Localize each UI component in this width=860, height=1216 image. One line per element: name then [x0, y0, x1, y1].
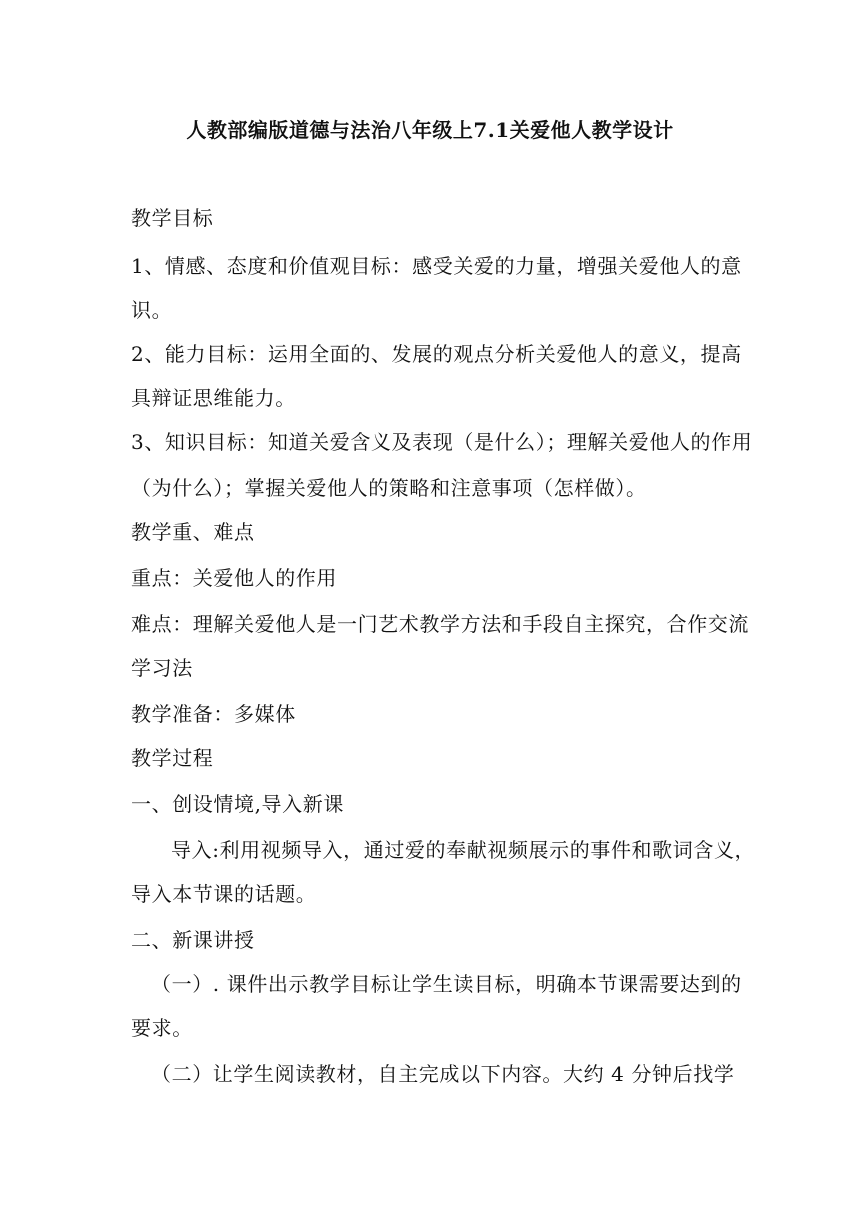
- paragraph-line: 1、情感、态度和价值观目标：感受关爱的力量，增强关爱他人的意: [131, 254, 742, 278]
- paragraph-line: 2、能力目标：运用全面的、发展的观点分析关爱他人的意义，提高: [131, 342, 742, 366]
- paragraph-line: 3、知识目标：知道关爱含义及表现（是什么）；理解关爱他人的作用: [131, 430, 753, 454]
- paragraph-line: （一）. 课件出示教学目标让学生读目标，明确本节课需要达到的: [151, 972, 742, 996]
- paragraph-line: （为什么）；掌握关爱他人的策略和注意事项（怎样做）。: [131, 476, 647, 500]
- paragraph-line: 导入本节课的话题。: [131, 882, 317, 906]
- heading-teaching-process: 教学过程: [131, 746, 214, 770]
- heading-teaching-goals: 教学目标: [131, 206, 214, 230]
- heading-key-points: 教学重、难点: [131, 520, 255, 544]
- section-heading: 二、新课讲授: [131, 928, 255, 952]
- paragraph-line: 难点：理解关爱他人是一门艺术教学方法和手段自主探究，合作交流: [131, 612, 749, 636]
- paragraph-line: 识。: [131, 298, 173, 322]
- document-title: 人教部编版道德与法治八年级上7.1关爱他人教学设计: [186, 118, 674, 142]
- paragraph-line: 要求。: [131, 1016, 193, 1040]
- paragraph-line: 具辩证思维能力。: [131, 386, 296, 410]
- paragraph-line: 学习法: [131, 656, 193, 680]
- section-heading: 一、创设情境,导入新课: [131, 792, 344, 816]
- paragraph-line: 导入:利用视频导入，通过爱的奉献视频展示的事件和歌词含义，: [171, 838, 756, 862]
- paragraph-line: （二）让学生阅读教材，自主完成以下内容。大约 4 分钟后找学: [151, 1062, 735, 1086]
- paragraph-line: 重点：关爱他人的作用: [131, 566, 337, 590]
- paragraph-line: 教学准备：多媒体: [131, 702, 296, 726]
